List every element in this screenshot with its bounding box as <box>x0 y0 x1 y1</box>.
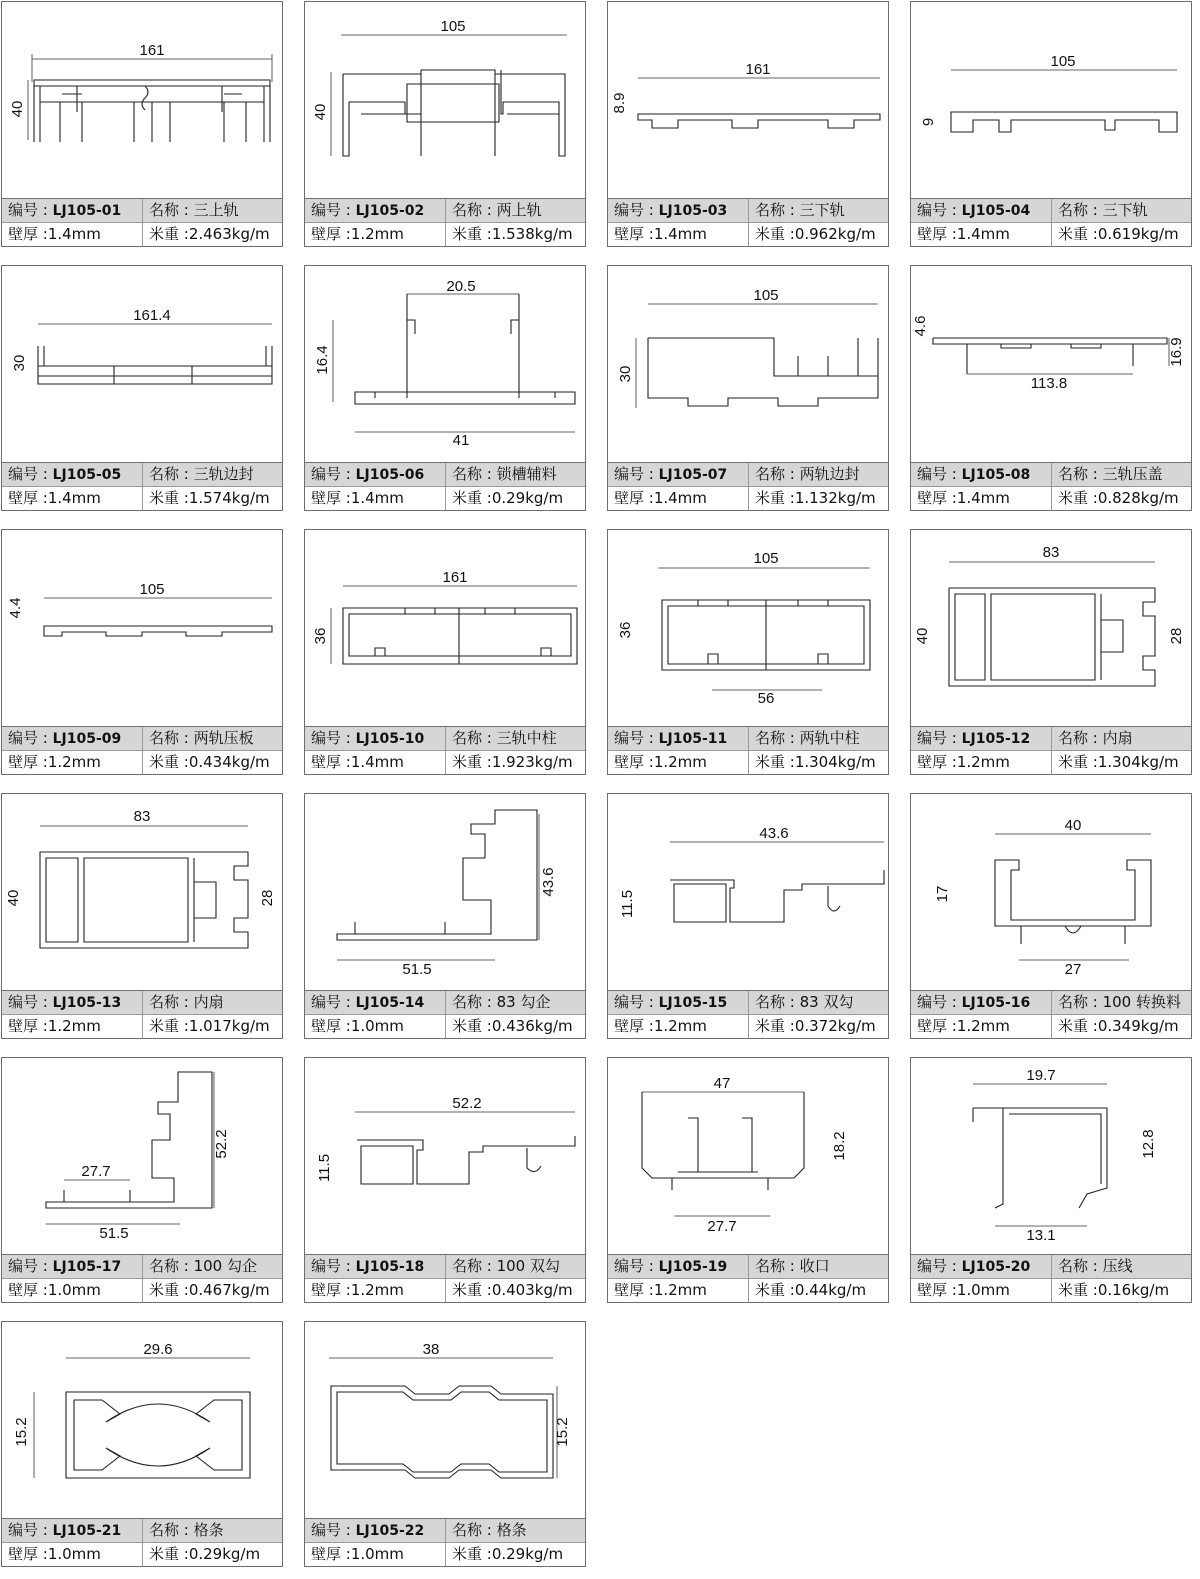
profile-name: 内扇 <box>1102 729 1133 747</box>
profile-name: 三轨中柱 <box>496 729 557 747</box>
profile-drawing <box>608 1058 888 1254</box>
dimension-label: 43.6 <box>759 825 789 842</box>
wall-thickness: 1.2mm <box>350 225 404 243</box>
profile-drawing <box>2 2 282 198</box>
dimension-label: 52.2 <box>452 1095 482 1112</box>
profile-card <box>910 1 1192 247</box>
profile-code: LJ105-01 <box>52 203 122 219</box>
dimension-label: 51.5 <box>99 1225 129 1242</box>
profile-card <box>1 793 283 1039</box>
wall-label: 壁厚 : <box>8 225 48 243</box>
weight-label: 米重 : <box>452 1545 492 1563</box>
wall-thickness: 1.4mm <box>653 225 707 243</box>
profile-info <box>2 462 282 510</box>
profile-drawing <box>911 794 1191 990</box>
profile-card <box>304 1321 586 1567</box>
meter-weight: 0.44kg/m <box>794 1281 867 1299</box>
dimension-label: 105 <box>1050 53 1076 70</box>
profile-code: LJ105-21 <box>52 1523 122 1539</box>
dimension-label: 83 <box>133 808 151 825</box>
profile-drawing <box>305 1058 585 1254</box>
dimension-label: 13.1 <box>1026 1227 1056 1244</box>
code-label: 编号 : <box>917 729 962 747</box>
name-label: 名称 : <box>452 1521 497 1539</box>
wall-thickness: 1.0mm <box>956 1281 1010 1299</box>
weight-label: 米重 : <box>149 1281 189 1299</box>
name-label: 名称 : <box>149 201 194 219</box>
profile-card <box>1 1057 283 1303</box>
profile-drawing <box>2 1058 282 1254</box>
dimension-label: 105 <box>139 581 165 598</box>
weight-label: 米重 : <box>1058 1281 1098 1299</box>
profile-name: 格条 <box>193 1521 224 1539</box>
profile-code: LJ105-11 <box>658 731 728 747</box>
name-label: 名称 : <box>1058 201 1103 219</box>
profile-drawing <box>2 530 282 726</box>
profile-name: 100 双勾 <box>496 1257 560 1275</box>
weight-label: 米重 : <box>755 1281 795 1299</box>
wall-thickness: 1.4mm <box>350 753 404 771</box>
profile-name: 压线 <box>1102 1257 1133 1275</box>
dimension-label: 28 <box>259 889 276 907</box>
profile-drawing <box>2 266 282 462</box>
profile-card <box>304 1057 586 1303</box>
name-label: 名称 : <box>755 993 800 1011</box>
wall-thickness: 1.4mm <box>653 489 707 507</box>
wall-thickness: 1.4mm <box>956 489 1010 507</box>
wall-label: 壁厚 : <box>614 1017 654 1035</box>
name-label: 名称 : <box>755 201 800 219</box>
weight-label: 米重 : <box>149 225 189 243</box>
meter-weight: 1.538kg/m <box>491 225 573 243</box>
profile-card <box>1 1 283 247</box>
dimension-label: 51.5 <box>402 961 432 978</box>
profile-info <box>2 726 282 774</box>
profile-info <box>608 462 888 510</box>
code-label: 编号 : <box>311 1257 356 1275</box>
dimension-label: 40 <box>914 627 931 645</box>
wall-thickness: 1.4mm <box>350 489 404 507</box>
profile-drawing <box>2 1322 282 1518</box>
weight-label: 米重 : <box>755 489 795 507</box>
code-label: 编号 : <box>917 1257 962 1275</box>
code-label: 编号 : <box>614 201 659 219</box>
profile-code: LJ105-03 <box>658 203 728 219</box>
meter-weight: 0.349kg/m <box>1097 1017 1179 1035</box>
profile-drawing <box>305 794 585 990</box>
profile-info <box>2 198 282 246</box>
code-label: 编号 : <box>917 993 962 1011</box>
meter-weight: 0.16kg/m <box>1097 1281 1170 1299</box>
name-label: 名称 : <box>452 465 497 483</box>
profile-card <box>607 1057 889 1303</box>
profile-card <box>910 529 1192 775</box>
profile-code: LJ105-20 <box>961 1259 1031 1275</box>
meter-weight: 0.434kg/m <box>188 753 270 771</box>
dimension-label: 27.7 <box>707 1218 737 1235</box>
code-label: 编号 : <box>311 465 356 483</box>
code-label: 编号 : <box>8 1257 53 1275</box>
profile-info <box>2 1254 282 1302</box>
name-label: 名称 : <box>452 201 497 219</box>
profile-info <box>911 462 1191 510</box>
dimension-label: 113.8 <box>1030 375 1068 392</box>
profile-name: 三轨边封 <box>193 465 254 483</box>
dimension-label: 40 <box>1064 817 1082 834</box>
profile-info <box>911 198 1191 246</box>
weight-label: 米重 : <box>149 1017 189 1035</box>
dimension-label: 83 <box>1042 544 1060 561</box>
weight-label: 米重 : <box>452 1017 492 1035</box>
dimension-label: 43.6 <box>540 867 557 897</box>
profile-code: LJ105-13 <box>52 995 122 1011</box>
profile-info <box>305 990 585 1038</box>
weight-label: 米重 : <box>452 1281 492 1299</box>
profile-info <box>608 1254 888 1302</box>
dimension-label: 40 <box>5 889 22 907</box>
dimension-label: 16.4 <box>314 345 331 375</box>
dimension-label: 30 <box>617 365 634 383</box>
wall-label: 壁厚 : <box>614 753 654 771</box>
code-label: 编号 : <box>8 993 53 1011</box>
meter-weight: 0.962kg/m <box>794 225 876 243</box>
profile-name: 两轨边封 <box>799 465 860 483</box>
profile-info <box>911 1254 1191 1302</box>
code-label: 编号 : <box>614 465 659 483</box>
code-label: 编号 : <box>8 1521 53 1539</box>
profile-name: 锁槽辅料 <box>496 465 557 483</box>
wall-label: 壁厚 : <box>8 753 48 771</box>
meter-weight: 1.304kg/m <box>794 753 876 771</box>
profile-card <box>607 529 889 775</box>
profile-code: LJ105-10 <box>355 731 425 747</box>
meter-weight: 0.619kg/m <box>1097 225 1179 243</box>
profile-drawing <box>608 530 888 726</box>
profile-card <box>1 529 283 775</box>
wall-label: 壁厚 : <box>8 489 48 507</box>
wall-label: 壁厚 : <box>311 225 351 243</box>
profile-info <box>305 1254 585 1302</box>
name-label: 名称 : <box>149 729 194 747</box>
code-label: 编号 : <box>311 993 356 1011</box>
name-label: 名称 : <box>149 993 194 1011</box>
weight-label: 米重 : <box>755 1017 795 1035</box>
profile-name: 三下轨 <box>799 201 845 219</box>
profile-code: LJ105-06 <box>355 467 425 483</box>
dimension-label: 161 <box>442 569 468 586</box>
wall-thickness: 1.4mm <box>956 225 1010 243</box>
profile-name: 两轨压板 <box>193 729 254 747</box>
wall-thickness: 1.0mm <box>47 1281 101 1299</box>
wall-label: 壁厚 : <box>614 1281 654 1299</box>
wall-label: 壁厚 : <box>917 225 957 243</box>
wall-thickness: 1.2mm <box>653 1281 707 1299</box>
dimension-label: 8.9 <box>611 92 628 114</box>
name-label: 名称 : <box>1058 729 1103 747</box>
profile-info <box>2 1518 282 1566</box>
dimension-label: 27.7 <box>81 1163 111 1180</box>
weight-label: 米重 : <box>1058 489 1098 507</box>
wall-thickness: 1.0mm <box>350 1017 404 1035</box>
profile-card <box>607 1 889 247</box>
code-label: 编号 : <box>614 729 659 747</box>
wall-thickness: 1.2mm <box>956 1017 1010 1035</box>
dimension-label: 20.5 <box>446 278 476 295</box>
wall-thickness: 1.2mm <box>47 1017 101 1035</box>
profile-name: 收口 <box>799 1257 830 1275</box>
profile-code: LJ105-15 <box>658 995 728 1011</box>
dimension-label: 11.5 <box>619 889 636 919</box>
dimension-label: 47 <box>713 1075 731 1092</box>
profile-code: LJ105-12 <box>961 731 1031 747</box>
dimension-label: 36 <box>617 621 634 639</box>
dimension-label: 40 <box>9 100 26 118</box>
name-label: 名称 : <box>452 993 497 1011</box>
weight-label: 米重 : <box>452 753 492 771</box>
profile-info <box>305 198 585 246</box>
profile-info <box>911 726 1191 774</box>
dimension-label: 105 <box>440 18 466 35</box>
name-label: 名称 : <box>149 1257 194 1275</box>
profile-info <box>2 990 282 1038</box>
code-label: 编号 : <box>614 1257 659 1275</box>
profile-card <box>304 1 586 247</box>
dimension-label: 52.2 <box>213 1129 230 1159</box>
profile-card <box>304 793 586 1039</box>
profile-code: LJ105-22 <box>355 1523 425 1539</box>
profile-drawing <box>305 266 585 462</box>
dimension-label: 19.7 <box>1026 1067 1056 1084</box>
dimension-label: 11.5 <box>316 1153 333 1183</box>
code-label: 编号 : <box>311 201 356 219</box>
meter-weight: 1.017kg/m <box>188 1017 270 1035</box>
wall-label: 壁厚 : <box>311 489 351 507</box>
wall-label: 壁厚 : <box>614 225 654 243</box>
profile-drawing <box>608 794 888 990</box>
profile-drawing <box>911 1058 1191 1254</box>
profile-drawing <box>608 266 888 462</box>
wall-label: 壁厚 : <box>917 753 957 771</box>
weight-label: 米重 : <box>452 489 492 507</box>
dimension-label: 105 <box>753 287 779 304</box>
wall-label: 壁厚 : <box>8 1017 48 1035</box>
name-label: 名称 : <box>1058 1257 1103 1275</box>
profile-code: LJ105-09 <box>52 731 122 747</box>
wall-thickness: 1.2mm <box>350 1281 404 1299</box>
dimension-label: 28 <box>1168 627 1185 645</box>
dimension-label: 105 <box>753 550 779 567</box>
dimension-label: 12.8 <box>1140 1129 1157 1159</box>
meter-weight: 0.29kg/m <box>491 489 564 507</box>
profile-drawing <box>608 2 888 198</box>
profile-card <box>1 265 283 511</box>
profile-code: LJ105-04 <box>961 203 1031 219</box>
meter-weight: 1.574kg/m <box>188 489 270 507</box>
wall-thickness: 1.2mm <box>653 1017 707 1035</box>
profile-code: LJ105-18 <box>355 1259 425 1275</box>
weight-label: 米重 : <box>452 225 492 243</box>
dimension-label: 161 <box>745 61 771 78</box>
profile-card <box>304 529 586 775</box>
dimension-label: 27 <box>1064 961 1082 978</box>
dimension-label: 9 <box>920 117 937 127</box>
profile-code: LJ105-08 <box>961 467 1031 483</box>
wall-thickness: 1.2mm <box>956 753 1010 771</box>
name-label: 名称 : <box>149 1521 194 1539</box>
profile-drawing <box>2 794 282 990</box>
name-label: 名称 : <box>1058 465 1103 483</box>
profile-info <box>608 726 888 774</box>
code-label: 编号 : <box>311 1521 356 1539</box>
dimension-label: 56 <box>757 690 775 707</box>
profile-card <box>910 793 1192 1039</box>
profile-name: 83 勾企 <box>496 993 551 1011</box>
code-label: 编号 : <box>917 201 962 219</box>
code-label: 编号 : <box>614 993 659 1011</box>
meter-weight: 0.29kg/m <box>491 1545 564 1563</box>
profile-info <box>911 990 1191 1038</box>
meter-weight: 0.29kg/m <box>188 1545 261 1563</box>
name-label: 名称 : <box>755 465 800 483</box>
profile-info <box>305 726 585 774</box>
code-label: 编号 : <box>917 465 962 483</box>
profile-code: LJ105-02 <box>355 203 425 219</box>
wall-label: 壁厚 : <box>8 1545 48 1563</box>
code-label: 编号 : <box>8 729 53 747</box>
weight-label: 米重 : <box>1058 225 1098 243</box>
profile-drawing <box>305 1322 585 1518</box>
wall-thickness: 1.0mm <box>47 1545 101 1563</box>
meter-weight: 1.132kg/m <box>794 489 876 507</box>
profile-name: 内扇 <box>193 993 224 1011</box>
wall-thickness: 1.0mm <box>350 1545 404 1563</box>
wall-label: 壁厚 : <box>311 753 351 771</box>
profile-drawing <box>305 2 585 198</box>
profile-name: 格条 <box>496 1521 527 1539</box>
dimension-label: 161 <box>139 42 165 59</box>
profile-card <box>304 265 586 511</box>
profile-name: 两轨中柱 <box>799 729 860 747</box>
name-label: 名称 : <box>149 465 194 483</box>
dimension-label: 4.6 <box>912 315 929 337</box>
profile-name: 83 双勾 <box>799 993 854 1011</box>
wall-label: 壁厚 : <box>311 1545 351 1563</box>
meter-weight: 1.304kg/m <box>1097 753 1179 771</box>
weight-label: 米重 : <box>755 225 795 243</box>
weight-label: 米重 : <box>1058 1017 1098 1035</box>
wall-thickness: 1.2mm <box>653 753 707 771</box>
profile-card <box>1 1321 283 1567</box>
profile-name: 100 转换料 <box>1102 993 1181 1011</box>
dimension-label: 38 <box>422 1341 440 1358</box>
profile-info <box>305 1518 585 1566</box>
wall-thickness: 1.4mm <box>47 225 101 243</box>
profile-card <box>910 1057 1192 1303</box>
code-label: 编号 : <box>311 729 356 747</box>
dimension-label: 161.4 <box>133 307 171 324</box>
weight-label: 米重 : <box>149 753 189 771</box>
dimension-label: 29.6 <box>143 1341 173 1358</box>
code-label: 编号 : <box>8 201 53 219</box>
meter-weight: 0.403kg/m <box>491 1281 573 1299</box>
wall-label: 壁厚 : <box>311 1017 351 1035</box>
wall-label: 壁厚 : <box>917 1281 957 1299</box>
profile-code: LJ105-17 <box>52 1259 122 1275</box>
name-label: 名称 : <box>1058 993 1103 1011</box>
dimension-label: 15.2 <box>554 1417 571 1447</box>
name-label: 名称 : <box>452 729 497 747</box>
dimension-label: 4.4 <box>7 597 24 619</box>
profile-card <box>607 265 889 511</box>
wall-thickness: 1.4mm <box>47 489 101 507</box>
meter-weight: 2.463kg/m <box>188 225 270 243</box>
dimension-label: 15.2 <box>13 1417 30 1447</box>
profile-drawing <box>911 530 1191 726</box>
profile-name: 两上轨 <box>496 201 542 219</box>
profile-name: 三上轨 <box>193 201 239 219</box>
dimension-label: 30 <box>11 354 28 372</box>
profile-name: 三轨压盖 <box>1102 465 1163 483</box>
name-label: 名称 : <box>452 1257 497 1275</box>
profile-code: LJ105-07 <box>658 467 728 483</box>
profile-name: 100 勾企 <box>193 1257 257 1275</box>
meter-weight: 0.372kg/m <box>794 1017 876 1035</box>
dimension-label: 16.9 <box>1168 337 1185 367</box>
profile-code: LJ105-19 <box>658 1259 728 1275</box>
profile-drawing <box>305 530 585 726</box>
weight-label: 米重 : <box>1058 753 1098 771</box>
meter-weight: 0.467kg/m <box>188 1281 270 1299</box>
weight-label: 米重 : <box>149 1545 189 1563</box>
profile-drawing <box>911 2 1191 198</box>
profile-card <box>607 793 889 1039</box>
wall-label: 壁厚 : <box>311 1281 351 1299</box>
wall-label: 壁厚 : <box>8 1281 48 1299</box>
name-label: 名称 : <box>755 729 800 747</box>
wall-label: 壁厚 : <box>917 1017 957 1035</box>
profile-info <box>305 462 585 510</box>
wall-thickness: 1.2mm <box>47 753 101 771</box>
profile-info <box>608 990 888 1038</box>
name-label: 名称 : <box>755 1257 800 1275</box>
profile-info <box>608 198 888 246</box>
wall-label: 壁厚 : <box>614 489 654 507</box>
dimension-label: 36 <box>312 627 329 645</box>
profile-code: LJ105-16 <box>961 995 1031 1011</box>
dimension-label: 41 <box>452 432 470 449</box>
dimension-label: 17 <box>934 885 951 903</box>
profile-card <box>910 265 1192 511</box>
profile-code: LJ105-14 <box>355 995 425 1011</box>
meter-weight: 0.828kg/m <box>1097 489 1179 507</box>
weight-label: 米重 : <box>149 489 189 507</box>
weight-label: 米重 : <box>755 753 795 771</box>
meter-weight: 1.923kg/m <box>491 753 573 771</box>
meter-weight: 0.436kg/m <box>491 1017 573 1035</box>
code-label: 编号 : <box>8 465 53 483</box>
dimension-label: 40 <box>312 103 329 121</box>
profile-code: LJ105-05 <box>52 467 122 483</box>
profile-drawing <box>911 266 1191 462</box>
profile-name: 三下轨 <box>1102 201 1148 219</box>
dimension-label: 18.2 <box>831 1131 848 1161</box>
wall-label: 壁厚 : <box>917 489 957 507</box>
